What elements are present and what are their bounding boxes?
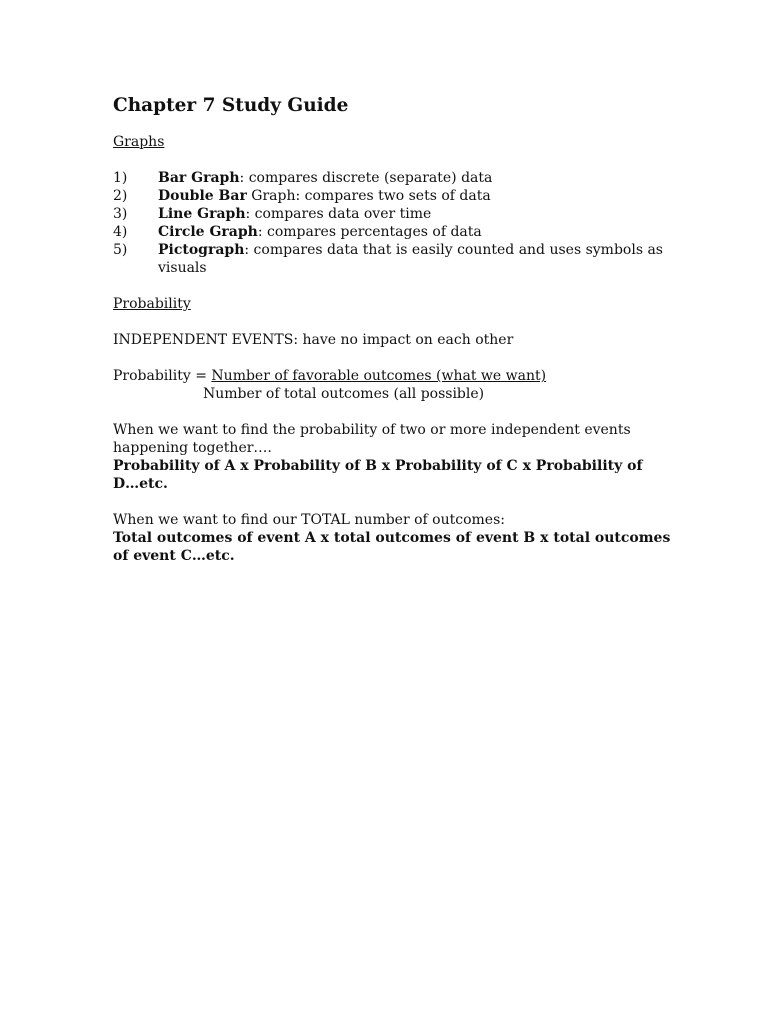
list-item	[113, 187, 673, 205]
list-item	[113, 241, 673, 277]
formula-numerator-line	[113, 367, 673, 385]
list-item-number: 1)	[113, 170, 128, 186]
formula-denominator: Number of total outcomes (all possible)	[203, 386, 485, 402]
multi-event-rule: Probability of A x Probability of B x Probability of C x Probability of D…etc.	[113, 458, 643, 492]
term-definition: : compares data over time	[245, 206, 432, 222]
term-definition: : compares percentages of data	[257, 224, 482, 240]
list-item-text	[158, 223, 673, 241]
term-bold: Pictograph	[158, 242, 245, 258]
list-item-text	[158, 241, 673, 277]
term-bold: Double Bar	[158, 188, 247, 204]
total-outcomes-rule: Total outcomes of event A x total outcomes of event B x total outcomes of event C…etc.	[113, 530, 671, 564]
list-item-number: 5)	[113, 242, 128, 258]
list-item-text	[158, 205, 673, 223]
probability-heading: Probability	[113, 296, 191, 312]
term-definition: Graph: compares two sets of data	[246, 188, 491, 204]
total-outcomes-intro: When we want to find our TOTAL number of outcomes:	[113, 512, 505, 528]
list-item-number: 2)	[113, 188, 128, 204]
formula-prefix: Probability =	[113, 368, 212, 384]
term-bold: Line Graph	[158, 206, 246, 222]
independent-events-text: INDEPENDENT EVENTS: have no impact on each other	[113, 332, 514, 348]
multi-event-intro: When we want to find the probability of two or more independent events happening together….	[113, 422, 631, 456]
page-title: Chapter 7 Study Guide	[113, 95, 349, 116]
term-bold: Circle Graph	[158, 224, 258, 240]
list-item	[113, 223, 673, 241]
list-item-text	[158, 169, 673, 187]
list-item	[113, 205, 673, 223]
list-item-number: 3)	[113, 206, 128, 222]
graph-types-list	[113, 169, 673, 277]
term-definition: : compares discrete (separate) data	[239, 170, 493, 186]
document-page	[113, 94, 673, 565]
list-item	[113, 169, 673, 187]
list-item-text	[158, 187, 673, 205]
list-item-number: 4)	[113, 224, 128, 240]
probability-formula	[113, 367, 673, 403]
term-bold: Bar Graph	[158, 170, 240, 186]
term-definition: : compares data that is easily counted and uses symbols as visuals	[158, 242, 663, 276]
graphs-heading: Graphs	[113, 134, 165, 150]
formula-numerator: Number of favorable outcomes (what we want)	[211, 368, 547, 384]
